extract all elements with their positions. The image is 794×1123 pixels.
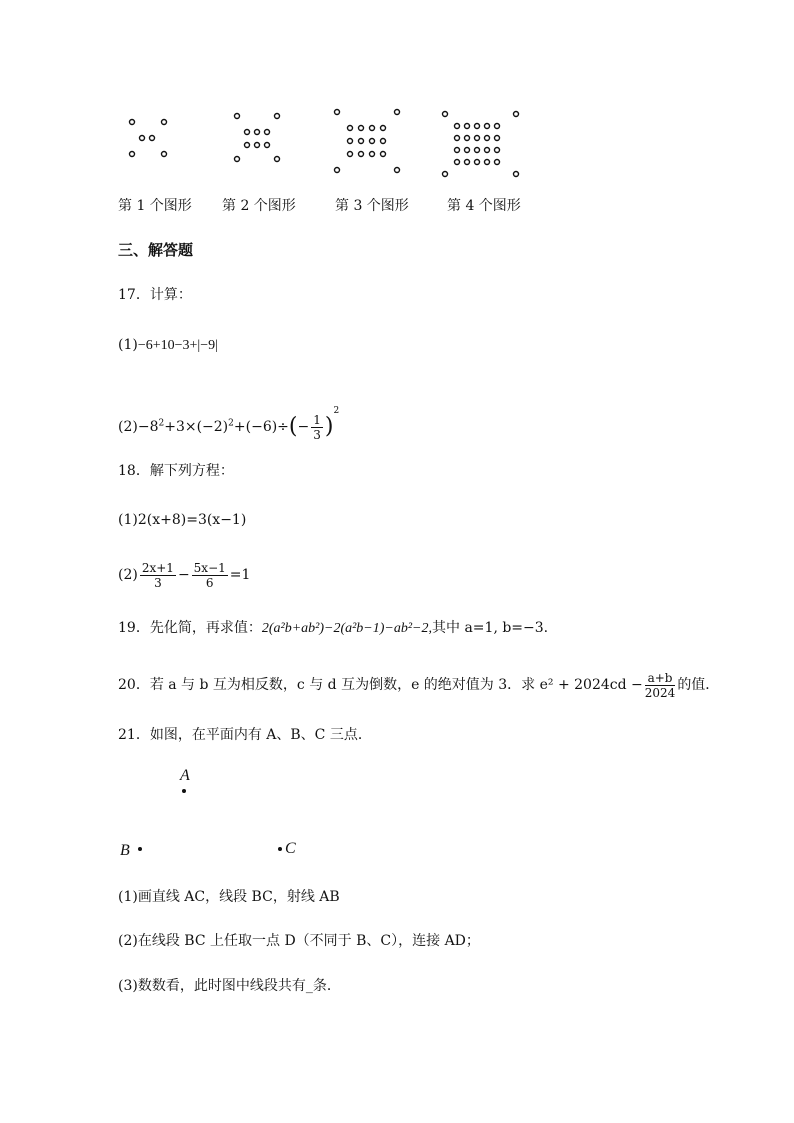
q17-part2-exp2: 2 xyxy=(228,418,234,429)
figure-3 xyxy=(325,102,410,180)
q17-close-paren: ) xyxy=(324,414,334,439)
q18-frac1-den: 3 xyxy=(154,575,162,590)
q19 xyxy=(118,619,548,638)
q17-open-paren: ( xyxy=(288,414,298,439)
q21-part3: (3)数数看，此时图中线段共有_条． xyxy=(118,978,341,994)
q20-post: 的值． xyxy=(677,677,720,693)
q17-part2-neg: − xyxy=(297,419,310,435)
q18-rhs: =1 xyxy=(229,567,251,583)
figure-1 xyxy=(120,110,180,170)
point-a xyxy=(182,789,186,793)
q18-heading: 18．解下列方程： xyxy=(118,463,234,479)
figure-4 xyxy=(435,104,527,182)
point-b xyxy=(138,847,142,851)
q18-part1-expr: 2(x+8)=3(x−1) xyxy=(137,512,247,528)
q21-part1: (1)画直线 AC，线段 BC，射线 AB xyxy=(118,889,340,905)
q18-part2-label: (2) xyxy=(118,567,138,583)
q19-cond: 其中 a=1, b=−3. xyxy=(432,620,549,636)
q17-part2-exp: 2 xyxy=(158,418,165,429)
q17-part2-a: −8 xyxy=(137,419,159,435)
q17-part1 xyxy=(118,336,218,355)
q17-part2-label: (2) xyxy=(118,419,138,435)
figure-caption-2: 第 2 个图形 xyxy=(222,198,296,214)
q18-frac1-num: 2x+1 xyxy=(141,560,174,575)
q18-fraction-2 xyxy=(192,561,228,590)
q20 xyxy=(118,667,719,703)
point-c-label: C xyxy=(285,840,296,857)
figure-caption-3: 第 3 个图形 xyxy=(335,198,409,214)
q19-heading: 19．先化简，再求值： xyxy=(118,620,262,636)
point-a-label: A xyxy=(180,767,190,784)
q18-fraction-1 xyxy=(140,561,176,590)
q20-frac-den: 2024 xyxy=(644,685,676,700)
q18-frac2-num: 5x−1 xyxy=(193,560,226,575)
q20-fraction xyxy=(645,671,676,700)
point-b-label: B xyxy=(120,842,130,859)
q20-frac-num: a+b xyxy=(645,671,676,686)
q17-part2-exp3: 2 xyxy=(333,406,340,416)
q18-frac2-den: 6 xyxy=(205,575,214,590)
figure-2 xyxy=(225,108,295,173)
q18-part1-label: (1) xyxy=(118,512,138,528)
q17-heading: 17．计算： xyxy=(118,287,192,303)
q17-fraction xyxy=(311,413,323,442)
q18-minus: − xyxy=(177,567,190,583)
q20-pre: 20．若 a 与 b 互为相反数，c 与 d 互为倒数，e 的绝对值为 3．求 e² + 2024cd − xyxy=(118,677,643,693)
figure-caption-1: 第 1 个图形 xyxy=(118,198,192,214)
q17-part2-c: +(−6)÷ xyxy=(233,419,289,435)
q17-frac-den: 3 xyxy=(313,427,321,442)
q21-part2: (2)在线段 BC 上任取一点 D（不同于 B、C），连接 AD； xyxy=(118,933,480,949)
q17-part2-b: +3×(−2) xyxy=(164,419,229,435)
q17-part2 xyxy=(118,393,339,445)
section-title: 三、解答题 xyxy=(118,241,194,259)
q18-part2 xyxy=(118,557,250,593)
q17-part1-label: (1) xyxy=(118,337,138,353)
q21-heading: 21．如图，在平面内有 A、B、C 三点． xyxy=(118,727,372,743)
point-c xyxy=(278,847,282,851)
figure-caption-4: 第 4 个图形 xyxy=(447,198,521,214)
q19-expr: 2(a²b+ab²)−2(a²b−1)−ab²−2, xyxy=(261,621,433,636)
q18-part1 xyxy=(118,511,246,529)
q17-frac-num: 1 xyxy=(313,412,321,427)
q17-part1-expr: −6+10−3+|−9| xyxy=(137,338,218,353)
